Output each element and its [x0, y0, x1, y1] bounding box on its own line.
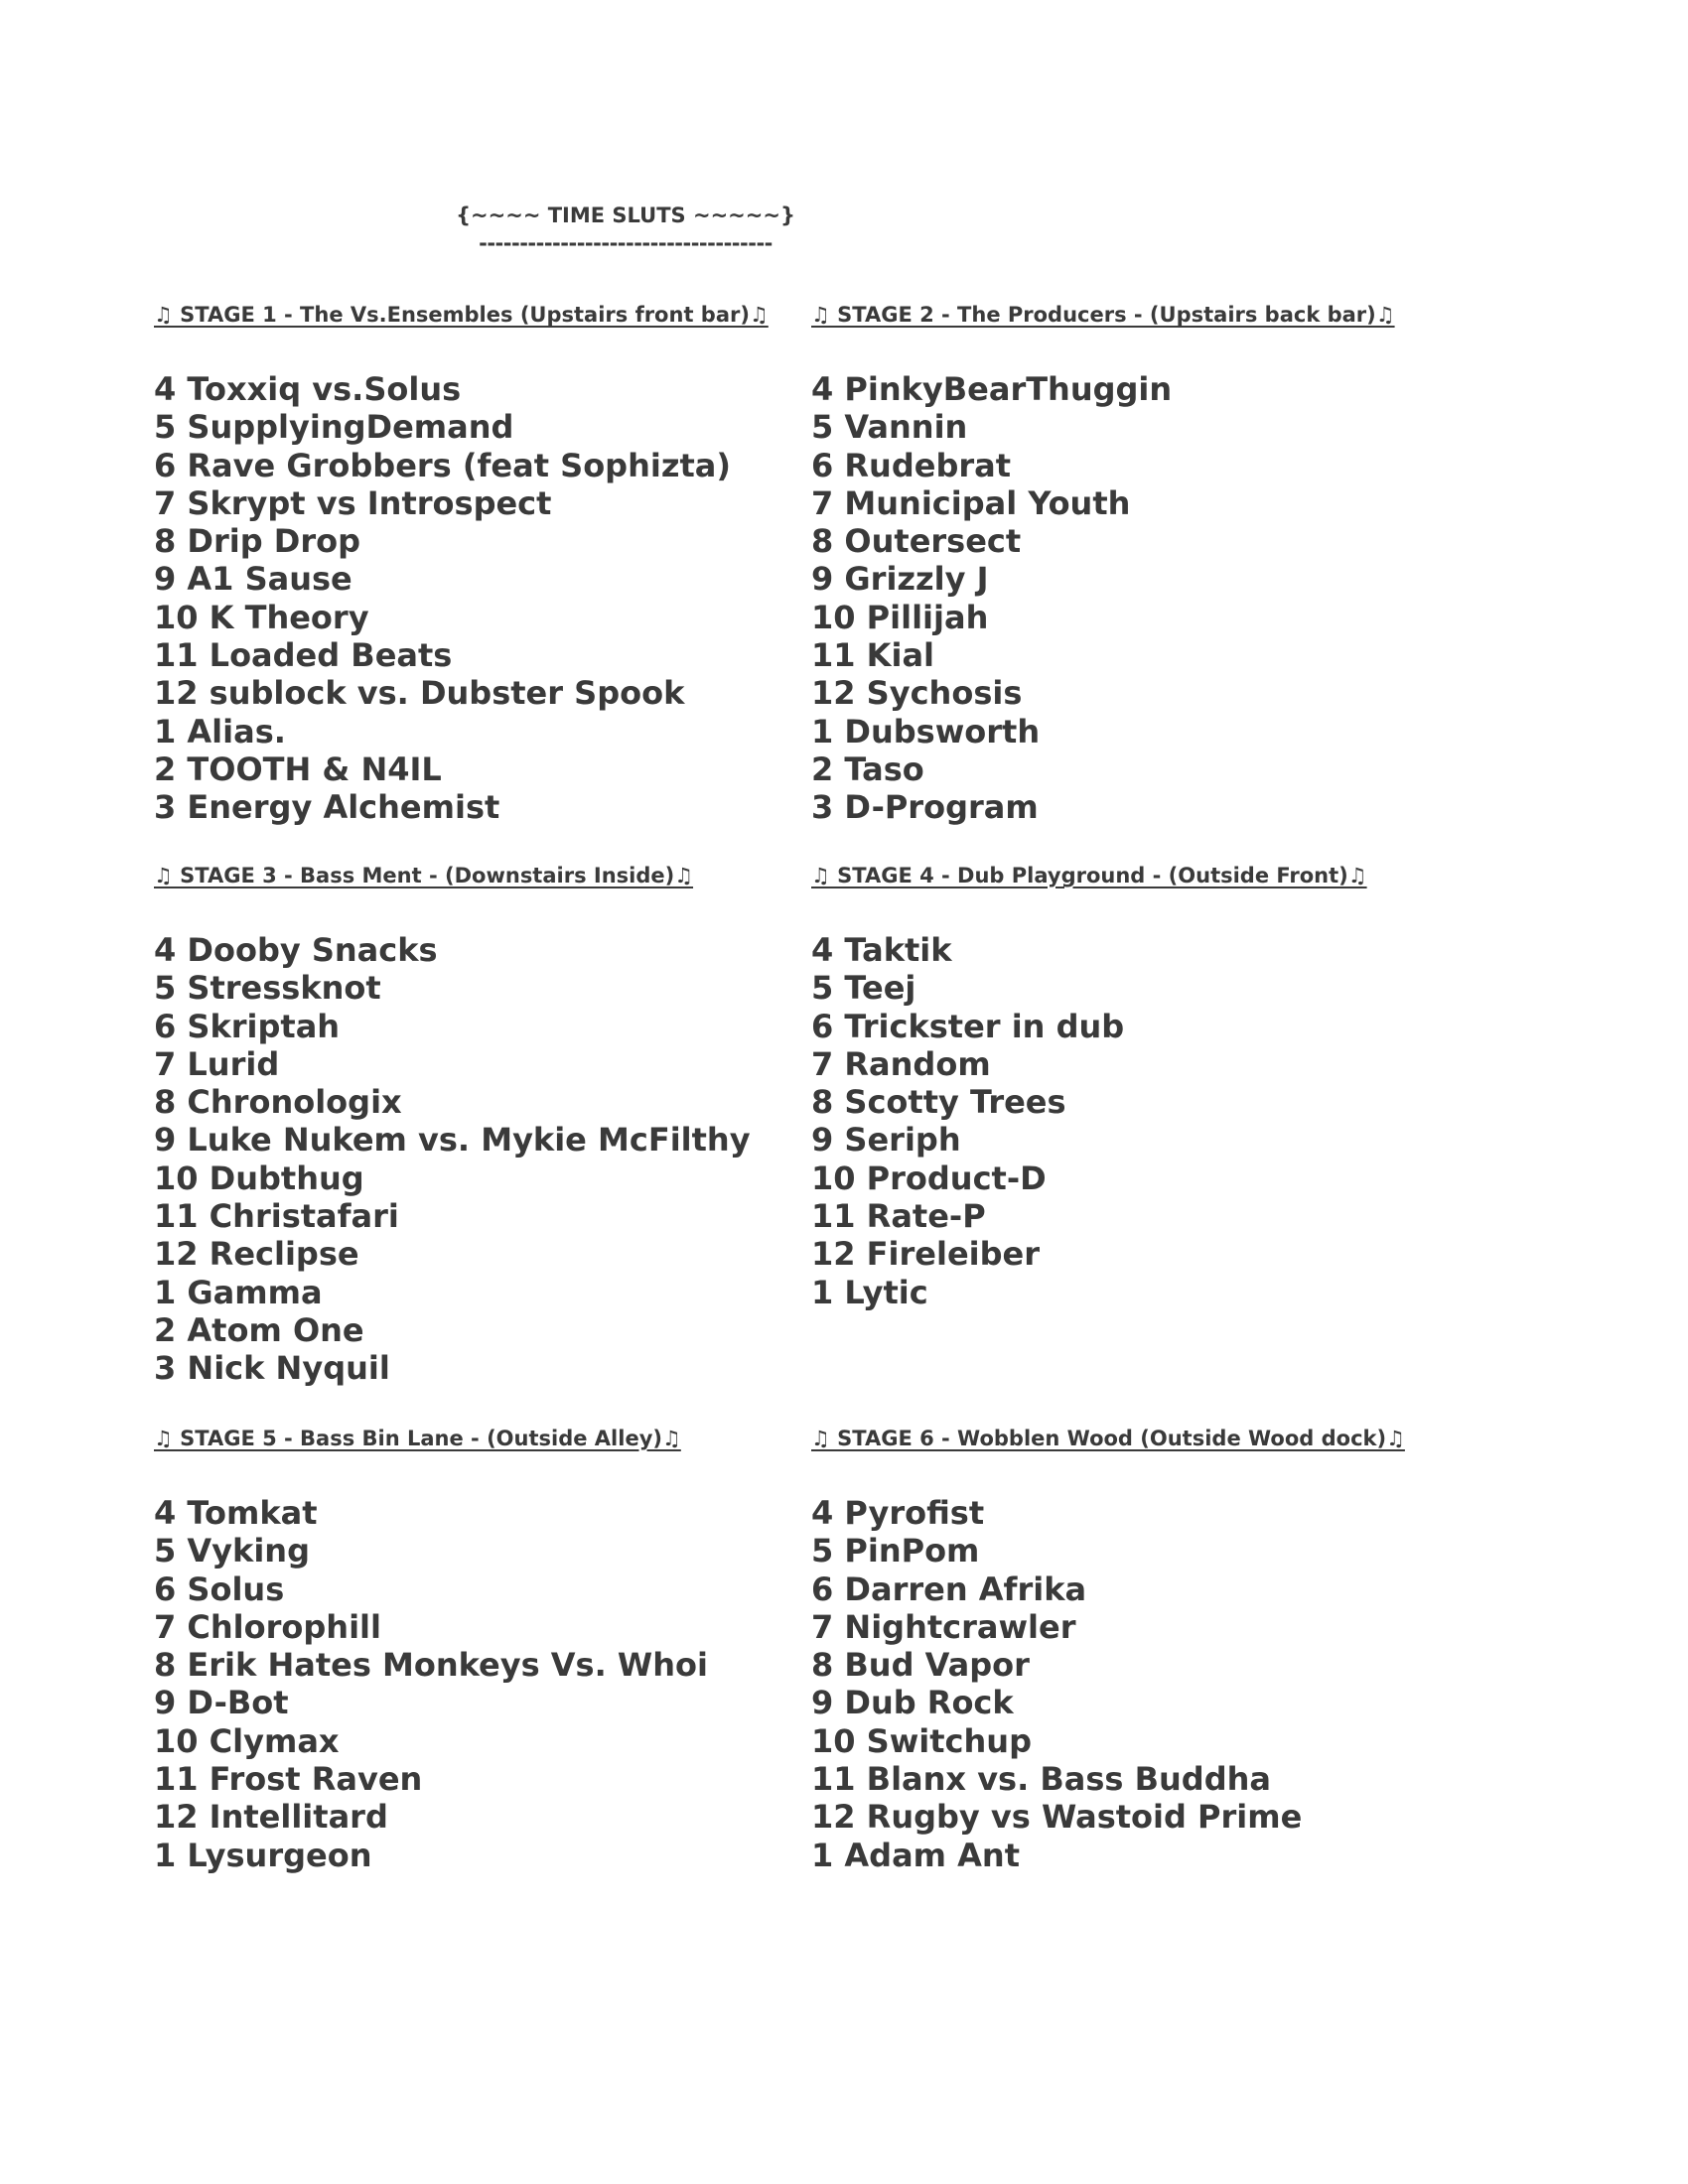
slot: 10 Pillijah [811, 598, 989, 636]
stage-heading: ♫ STAGE 2 - The Producers - (Upstairs back bar)♫ [811, 303, 1395, 327]
slot: 7 Municipal Youth [811, 483, 1131, 522]
slot: 6 Rudebrat [811, 446, 1012, 484]
slot: 2 Taso [811, 750, 924, 788]
slot: 4 PinkyBearThuggin [811, 370, 1173, 408]
slot: 10 K Theory [154, 598, 369, 636]
slot: 4 Pyrofist [811, 1494, 985, 1532]
slot: 4 Tomkat [154, 1494, 318, 1532]
slot: 9 Dub Rock [811, 1684, 1014, 1722]
slot: 5 Teej [811, 969, 916, 1008]
slot: 4 Dooby Snacks [154, 931, 438, 969]
slot: 9 A1 Sause [154, 560, 352, 599]
stage-4 [811, 864, 1467, 1311]
slot: 7 Lurid [154, 1044, 280, 1083]
lineup [811, 370, 1467, 827]
slot: 10 Product-D [811, 1159, 1047, 1197]
slot: 9 Luke Nukem vs. Mykie McFilthy [154, 1121, 751, 1160]
lineup [154, 931, 809, 1388]
slot: 1 Lytic [811, 1273, 928, 1311]
slot: 9 D-Bot [154, 1684, 289, 1722]
slot: 7 Nightcrawler [811, 1607, 1076, 1646]
stage-heading: ♫ STAGE 6 - Wobblen Wood (Outside Wood dock)♫ [811, 1427, 1405, 1450]
slot: 11 Kial [811, 636, 934, 675]
slot: 6 Solus [154, 1570, 285, 1608]
slot: 5 PinPom [811, 1532, 980, 1570]
slot: 10 Dubthug [154, 1159, 364, 1197]
title-rule: ------------------------------------ [479, 231, 773, 255]
slot: 8 Drip Drop [154, 522, 360, 561]
slot: 1 Adam Ant [811, 1836, 1020, 1874]
slot: 12 Fireleiber [811, 1235, 1041, 1274]
slot: 10 Clymax [154, 1721, 340, 1760]
slot: 6 Darren Afrika [811, 1570, 1087, 1608]
slot: 11 Christafari [154, 1197, 399, 1236]
slot: 12 Rugby vs Wastoid Prime [811, 1798, 1303, 1837]
slot: 11 Blanx vs. Bass Buddha [811, 1760, 1271, 1799]
slot: 5 SupplyingDemand [154, 408, 514, 447]
slot: 3 D-Program [811, 788, 1039, 827]
slot: 10 Switchup [811, 1721, 1032, 1760]
slot: 5 Vannin [811, 408, 968, 447]
lineup [154, 1494, 809, 1874]
lineup [811, 1494, 1467, 1874]
slot: 4 Toxxiq vs.Solus [154, 370, 462, 408]
stage-1 [154, 303, 809, 827]
slot: 1 Alias. [154, 712, 286, 751]
stage-heading: ♫ STAGE 3 - Bass Ment - (Downstairs Inside)♫ [154, 864, 694, 887]
stage-5 [154, 1427, 809, 1874]
slot: 7 Chlorophill [154, 1607, 381, 1646]
slot: 3 Energy Alchemist [154, 788, 500, 827]
slot: 1 Lysurgeon [154, 1836, 372, 1874]
stage-3 [154, 864, 809, 1388]
slot: 5 Vyking [154, 1532, 310, 1570]
slot: 12 Intellitard [154, 1798, 388, 1837]
slot: 2 Atom One [154, 1310, 364, 1349]
slot: 6 Trickster in dub [811, 1007, 1125, 1045]
stage-heading: ♫ STAGE 1 - The Vs.Ensembles (Upstairs front bar)♫ [154, 303, 769, 327]
slot: 3 Nick Nyquil [154, 1349, 390, 1388]
slot: 6 Rave Grobbers (feat Sophizta) [154, 446, 731, 484]
slot: 11 Loaded Beats [154, 636, 453, 675]
slot: 7 Skrypt vs Introspect [154, 483, 552, 522]
slot: 11 Frost Raven [154, 1760, 423, 1799]
page-title: {~~~~ TIME SLUTS ~~~~~} [456, 204, 795, 227]
slot: 1 Dubsworth [811, 712, 1041, 751]
slot: 5 Stressknot [154, 969, 381, 1008]
stage-heading: ♫ STAGE 4 - Dub Playground - (Outside Front)♫ [811, 864, 1367, 887]
slot: 8 Scotty Trees [811, 1083, 1066, 1122]
slot: 7 Random [811, 1044, 991, 1083]
lineup [154, 370, 809, 827]
page-title-block [437, 204, 814, 255]
slot: 6 Skriptah [154, 1007, 341, 1045]
slot: 1 Gamma [154, 1273, 323, 1311]
slot: 2 TOOTH & N4IL [154, 750, 442, 788]
slot: 12 Reclipse [154, 1235, 359, 1274]
slot: 8 Outersect [811, 522, 1022, 561]
slot: 8 Erik Hates Monkeys Vs. Whoi [154, 1646, 708, 1685]
slot: 4 Taktik [811, 931, 952, 969]
stage-heading: ♫ STAGE 5 - Bass Bin Lane - (Outside Alley)♫ [154, 1427, 681, 1450]
slot: 8 Bud Vapor [811, 1646, 1030, 1685]
stage-2 [811, 303, 1467, 827]
stage-6 [811, 1427, 1467, 1874]
slot: 11 Rate-P [811, 1197, 986, 1236]
slot: 12 Sychosis [811, 674, 1023, 713]
slot: 9 Seriph [811, 1121, 961, 1160]
slot: 8 Chronologix [154, 1083, 402, 1122]
slot: 9 Grizzly J [811, 560, 989, 599]
slot: 12 sublock vs. Dubster Spook [154, 674, 685, 713]
lineup [811, 931, 1467, 1311]
